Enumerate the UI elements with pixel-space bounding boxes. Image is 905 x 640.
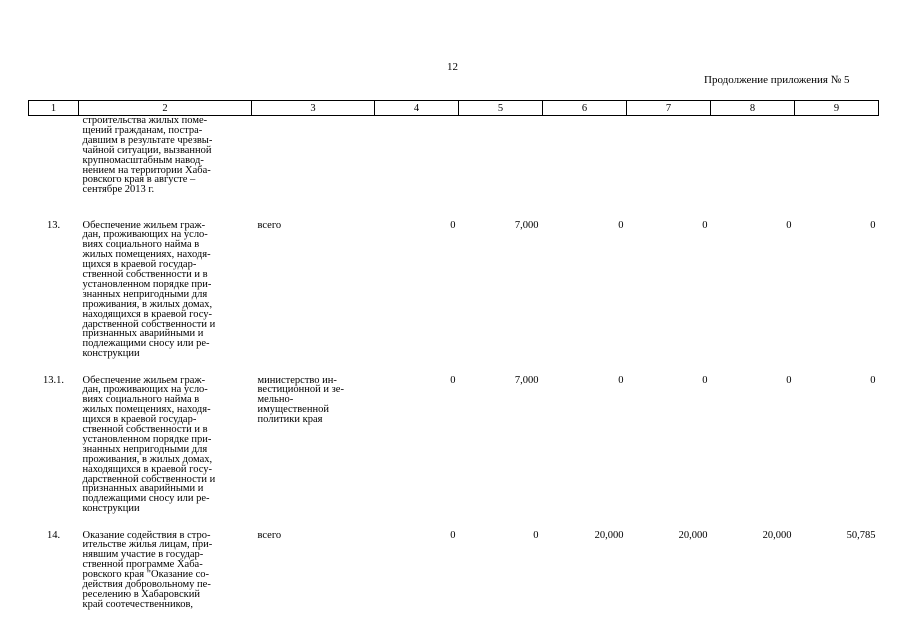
value-cell <box>627 116 711 219</box>
value-cell <box>795 116 879 219</box>
value-cell: 0 <box>702 374 708 386</box>
executor <box>252 116 375 219</box>
executor: министерство ин- вестиционной и зе- мельно- имущественной политики края <box>257 374 344 426</box>
executor: всего <box>257 219 282 231</box>
row-number <box>29 116 79 219</box>
value-cell: 0 <box>450 219 456 231</box>
page-number: 12 <box>447 61 458 73</box>
measure-text: Оказание содействия в стро- ительстве жилья лицам, при- нявшим участие в государ- ственной программе Хаба- ровского края "Оказание со- действия добровольному пе- реселению в Хабаровский край соотечественников, <box>82 529 213 610</box>
measure-text: Обеспечение жильем граж- дан, проживающих на усло- виях социального найма в жилых помещениях, находя- щихся в краевой государ- ственной собственности и в установленном порядке при- знанных непригодными для проживания, в жилых домах, находящихся в краевой госу- дарственной собственности и признанных аварийными и подлежащими сносу или ре- конструкции <box>82 374 216 515</box>
row-number: 13.1. <box>43 374 64 386</box>
value-cell: 0 <box>786 219 792 231</box>
row-number: 13. <box>46 219 61 231</box>
value-cell: 0 <box>870 219 876 231</box>
column-header: 7 <box>627 101 711 116</box>
table-row <box>29 116 879 219</box>
value-cell: 0 <box>618 374 624 386</box>
table-row <box>29 529 879 610</box>
value-cell: 0 <box>870 374 876 386</box>
table-row <box>29 374 879 529</box>
executor: всего <box>257 529 282 541</box>
table-row <box>29 219 879 374</box>
measure-text: Обеспечение жильем граж- дан, проживающих на усло- виях социального найма в жилых помещениях, находя- щихся в краевой государ- ственной собственности и в установленном порядке при- знанных непригодными для проживания, в жилых домах, находящихся в краевой госу- дарственной собственности и признанных аварийными и подлежащими сносу или ре- конструкции <box>82 219 216 360</box>
value-cell: 7,000 <box>514 219 539 231</box>
value-cell <box>711 116 795 219</box>
value-cell: 0 <box>618 219 624 231</box>
value-cell: 20,000 <box>762 529 792 541</box>
value-cell <box>543 116 627 219</box>
value-cell: 0 <box>450 529 456 541</box>
column-header: 6 <box>543 101 627 116</box>
value-cell <box>459 116 543 219</box>
value-cell: 20,000 <box>594 529 624 541</box>
value-cell: 50,785 <box>846 529 876 541</box>
budget-table <box>28 100 879 610</box>
row-number: 14. <box>46 529 61 541</box>
column-header: 1 <box>29 101 79 116</box>
value-cell <box>375 116 459 219</box>
column-header: 4 <box>375 101 459 116</box>
value-cell: 0 <box>702 219 708 231</box>
column-number-row <box>29 101 879 116</box>
value-cell: 0 <box>533 529 539 541</box>
value-cell: 7,000 <box>514 374 539 386</box>
column-header: 5 <box>459 101 543 116</box>
measure-text: строительства жилых поме- щений гражданам, постра- давшим в результате чрезвы- чайной ситуации, вызванной крупномасштабным навод- нением на территории Хаба- ровского края в августе – сентябре 2013 г. <box>82 115 213 196</box>
appendix-note: Продолжение приложения № 5 <box>704 74 850 86</box>
value-cell: 20,000 <box>678 529 708 541</box>
column-header: 8 <box>711 101 795 116</box>
column-header: 3 <box>252 101 375 116</box>
value-cell: 0 <box>786 374 792 386</box>
column-header: 9 <box>795 101 879 116</box>
column-header: 2 <box>79 101 252 116</box>
value-cell: 0 <box>450 374 456 386</box>
